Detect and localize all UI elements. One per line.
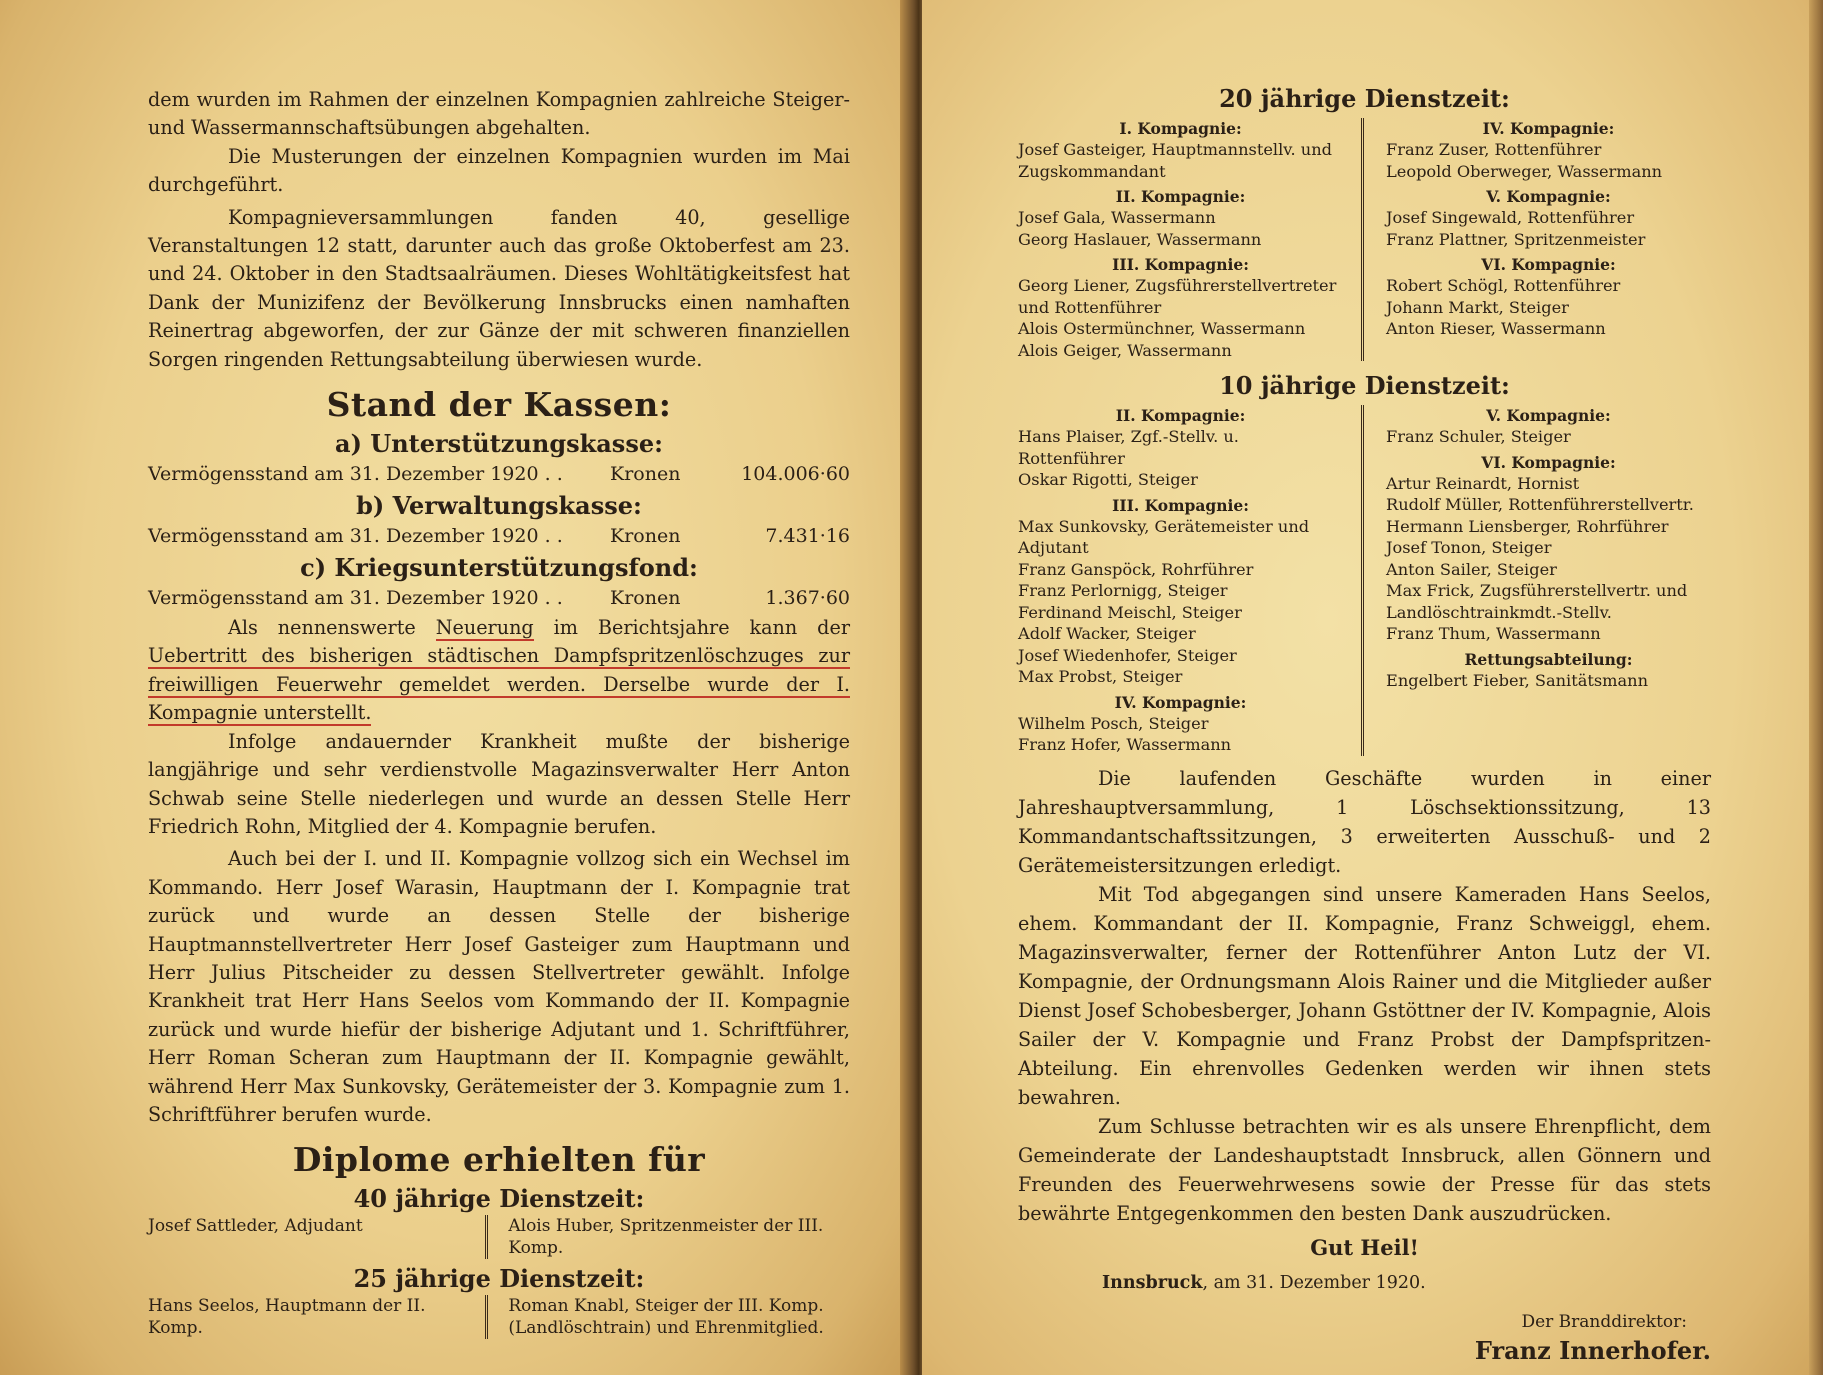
kasse-currency: Kronen xyxy=(610,525,681,548)
kasse-heading: c) Kriegsunterstützungsfond: xyxy=(300,553,698,583)
kasse-heading: a) Unterstützungskasse: xyxy=(335,429,663,459)
neuerung-text: Als nennenswerte xyxy=(228,616,436,640)
paragraph: Auch bei der I. und II. Kompagnie vollzog sich ein Wechsel im Kommando. Herr Josef Warasin, Hauptmann der I. Kompagnie trat zurück und wurde an dessen Stelle der bisherige Hauptmannstellvertreter Herr Josef Gasteiger zum Hauptmann und Herr Julius Pitscheider zu dessen Stellvertreter gewählt. Infolge Krankheit trat Herr Hans Seelos vom Kommando der II. Kompagnie zurück und wurde hiefür der bisherige Adjutant und 1. Schriftführer, Herr Roman Scheran zum Hauptmann der II. Kompagnie gewählt, während Herr Max Sunkovsky, Gerätemeister der 3. Kompagnie zum 1. Schriftführer berufen wurde. xyxy=(148,847,850,1126)
diplome-row xyxy=(148,1215,850,1259)
kasse-row xyxy=(148,522,850,550)
diplome-title: Diplome erhielten für xyxy=(292,1140,706,1180)
diplome-heading: 25 jährige Dienstzeit: xyxy=(353,1264,645,1294)
kassen-title: Stand der Kassen: xyxy=(326,385,672,425)
section-heading: 10 jährige Dienstzeit: xyxy=(1219,371,1510,400)
member-name: Josef Tonon, Steiger xyxy=(1386,538,1552,557)
member-name: Franz Zuser, Rottenführer xyxy=(1386,140,1602,159)
company-title: VI. Kompagnie: xyxy=(1481,452,1616,472)
neuerung-paragraph xyxy=(148,614,850,728)
kasse-row xyxy=(148,584,850,612)
diplome-col xyxy=(148,1295,485,1339)
company-column xyxy=(1018,118,1364,361)
member-name: Artur Reinardt, Hornist xyxy=(1386,473,1580,493)
company-column xyxy=(1364,118,1711,361)
paragraph: dem wurden im Rahmen der einzelnen Kompagnien zahlreiche Steiger- und Wassermannschaftsübungen abgehalten. xyxy=(148,88,850,140)
right-page xyxy=(922,0,1823,1375)
company-title: I. Kompagnie: xyxy=(1119,119,1242,138)
place: Innsbruck xyxy=(1102,1272,1203,1293)
company-title: Rettungsabteilung: xyxy=(1464,649,1633,669)
company-title: VI. Kompagnie: xyxy=(1481,255,1616,274)
member-name: Franz Perlornigg, Steiger xyxy=(1018,581,1228,600)
company-column xyxy=(1018,405,1364,756)
date: , am 31. Dezember 1920. xyxy=(1202,1272,1426,1293)
member-name: Josef Wiedenhofer, Steiger xyxy=(1018,645,1237,665)
member-name: Max Sunkovsky, Gerätemeister und Adjutant xyxy=(1018,516,1310,557)
page-edge xyxy=(1809,0,1823,1375)
section-heading: 20 jährige Dienstzeit: xyxy=(1219,84,1510,113)
neuerung-highlight: Uebertritt des bisherigen städtischen Dampfspritzenlöschzuges zur freiwilligen Feuerwehr gemeldet werden. Derselbe wurde der I. Kompagnie unterstellt. xyxy=(148,644,850,725)
kasse-label: Vermögensstand am 31. Dezember 1920 . . xyxy=(148,463,563,486)
member-name: Georg Haslauer, Wassermann xyxy=(1018,229,1262,249)
diplome-col xyxy=(485,1295,850,1339)
diplome-heading: 40 jährige Dienstzeit: xyxy=(353,1184,645,1214)
place-date xyxy=(1102,1270,1711,1296)
member-name: Franz Schuler, Steiger xyxy=(1386,427,1571,446)
kasse-label: Vermögensstand am 31. Dezember 1920 . . xyxy=(148,587,563,610)
member-name: Hermann Liensberger, Rohrführer xyxy=(1386,516,1669,536)
diplome-name: (Landlöschtrain) und Ehrenmitglied. xyxy=(508,1318,824,1339)
paragraph: Mit Tod abgegangen sind unsere Kameraden Hans Seelos, ehem. Kommandant der II. Kompagnie, Franz Schweiggl, ehem. Magazinsverwalter, ferner der Rottenführer Anton Lutz der VI. Kompagnie, der Ordnungsmann Alois Rainer und die Mitglieder außer Dienst Josef Schobesberger, Johann Gstöttner der IV. Kompagnie, Alois Sailer der V. Kompagnie und Franz Probst der Dampfspritzen-Abteilung. Ein ehrenvolles Gedenken werden wir ihnen stets bewahren. xyxy=(1018,882,1711,1109)
member-name: Franz Ganspöck, Rohrführer xyxy=(1018,559,1254,579)
company-grid xyxy=(1018,405,1711,756)
company-title: II. Kompagnie: xyxy=(1115,187,1246,206)
kasse-currency: Kronen xyxy=(610,587,681,610)
member-name: Johann Markt, Steiger xyxy=(1386,297,1569,317)
member-name: Franz Plattner, Spritzenmeister xyxy=(1386,229,1646,249)
company-column xyxy=(1364,405,1711,756)
diplome-name: Hans Seelos, Hauptmann der II. Komp. xyxy=(148,1296,426,1339)
member-name: Josef Gasteiger, Hauptmannstellv. und Zugskommandant xyxy=(1018,140,1332,181)
company-title: IV. Kompagnie: xyxy=(1114,692,1247,712)
neuerung-text: im Berichtsjahre kann der xyxy=(533,616,850,640)
diplome-name: Roman Knabl, Steiger der III. Komp. xyxy=(508,1296,824,1317)
member-name: Josef Gala, Wassermann xyxy=(1018,208,1216,227)
paragraph: Infolge andauernder Krankheit mußte der bisherige langjährige und sehr verdienstvolle Magazinsverwalter Herr Anton Schwab seine Stelle niederlegen und wurde an dessen Stelle Herr Friedrich Rohn, Mitglied der 4. Kompagnie berufen. xyxy=(148,729,850,838)
member-name: Franz Thum, Wassermann xyxy=(1386,624,1601,643)
member-name: Rudolf Müller, Rottenführerstellvertr. xyxy=(1386,495,1694,514)
company-title: III. Kompagnie: xyxy=(1112,495,1249,515)
member-name: Wilhelm Posch, Steiger xyxy=(1018,713,1209,733)
signature-name: Franz Innerhofer. xyxy=(1474,1335,1711,1365)
company-title: IV. Kompagnie: xyxy=(1482,119,1615,138)
kasse-currency: Kronen xyxy=(610,463,681,486)
member-name: Alois Geiger, Wassermann xyxy=(1018,340,1232,360)
member-name: Robert Schögl, Rottenführer xyxy=(1386,276,1621,295)
diplome-col xyxy=(148,1215,485,1259)
member-name: Anton Sailer, Steiger xyxy=(1386,559,1557,579)
member-name: Georg Liener, Zugsführerstellvertreter und Rottenführer xyxy=(1018,276,1337,317)
paragraph: Kompagnieversammlungen fanden 40, gesellige Veranstaltungen 12 statt, darunter auch das große Oktoberfest am 23. und 24. Oktober in den Stadtsaalräumen. Dieses Wohltätigkeitsfest hat Dank der Munizifenz der Bevölkerung Innsbrucks einen namhaften Reinertrag abgeworfen, der zur Gänze der mit schweren finanziellen Sorgen ringenden Rettungsabteilung überwiesen wurde. xyxy=(148,205,850,371)
company-title: III. Kompagnie: xyxy=(1112,255,1249,274)
member-name: Max Probst, Steiger xyxy=(1018,667,1183,686)
kasse-row xyxy=(148,460,850,488)
kasse-label: Vermögensstand am 31. Dezember 1920 . . xyxy=(148,525,563,548)
member-name: Ferdinand Meischl, Steiger xyxy=(1018,602,1242,622)
company-title: II. Kompagnie: xyxy=(1115,406,1246,425)
member-name: Max Frick, Zugsführerstellvertr. und Landlöschtrainkmdt.-Stellv. xyxy=(1386,581,1688,622)
member-name: Adolf Wacker, Steiger xyxy=(1018,624,1196,643)
diplome-name: Josef Sattleder, Adjudant xyxy=(148,1216,363,1237)
member-name: Anton Rieser, Wassermann xyxy=(1386,319,1606,338)
paragraph: Die laufenden Geschäfte wurden in einer Jahreshauptversammlung, 1 Löschsektionssitzung, 13 Kommandantschaftssitzungen, 3 erweiterten Ausschuß- und 2 Gerätemeistersitzungen erledigt. xyxy=(1018,766,1711,877)
paragraph: Die Musterungen der einzelnen Kompagnien wurden im Mai durchgeführt. xyxy=(148,144,850,197)
diplome-row xyxy=(148,1295,850,1339)
kasse-amount: 7.431·16 xyxy=(765,525,850,548)
company-grid xyxy=(1018,118,1711,361)
company-title: V. Kompagnie: xyxy=(1486,187,1611,206)
diplome-col xyxy=(485,1215,850,1259)
kasse-heading: b) Verwaltungskasse: xyxy=(356,491,642,521)
company-title: V. Kompagnie: xyxy=(1486,406,1611,425)
member-name: Oskar Rigotti, Steiger xyxy=(1018,470,1198,489)
closing-greeting: Gut Heil! xyxy=(1310,1234,1419,1260)
kasse-amount: 1.367·60 xyxy=(765,587,850,610)
neuerung-highlight: Neuerung xyxy=(435,616,534,640)
member-name: Leopold Oberweger, Wassermann xyxy=(1386,161,1663,181)
member-name: Franz Hofer, Wassermann xyxy=(1018,735,1232,754)
signature-role: Der Branddirektor: xyxy=(1521,1311,1687,1332)
member-name: Josef Singewald, Rottenführer xyxy=(1386,208,1635,227)
member-name: Engelbert Fieber, Sanitätsmann xyxy=(1386,670,1649,690)
member-name: Alois Ostermünchner, Wassermann xyxy=(1018,319,1306,338)
paragraph: Zum Schlusse betrachten wir es als unsere Ehrenpflicht, dem Gemeinderate der Landeshauptstadt Innsbruck, allen Gönnern und Freunden des Feuerwehrwesens sowie der Presse für das stets bewährte Entgegenkommen den besten Dank auszudrücken. xyxy=(1018,1114,1711,1225)
member-name: Hans Plaiser, Zgf.-Stellv. u. Rottenführer xyxy=(1018,427,1239,468)
diplome-name: Alois Huber, Spritzenmeister der III. Komp. xyxy=(508,1216,824,1259)
kasse-amount: 104.006·60 xyxy=(741,463,850,486)
